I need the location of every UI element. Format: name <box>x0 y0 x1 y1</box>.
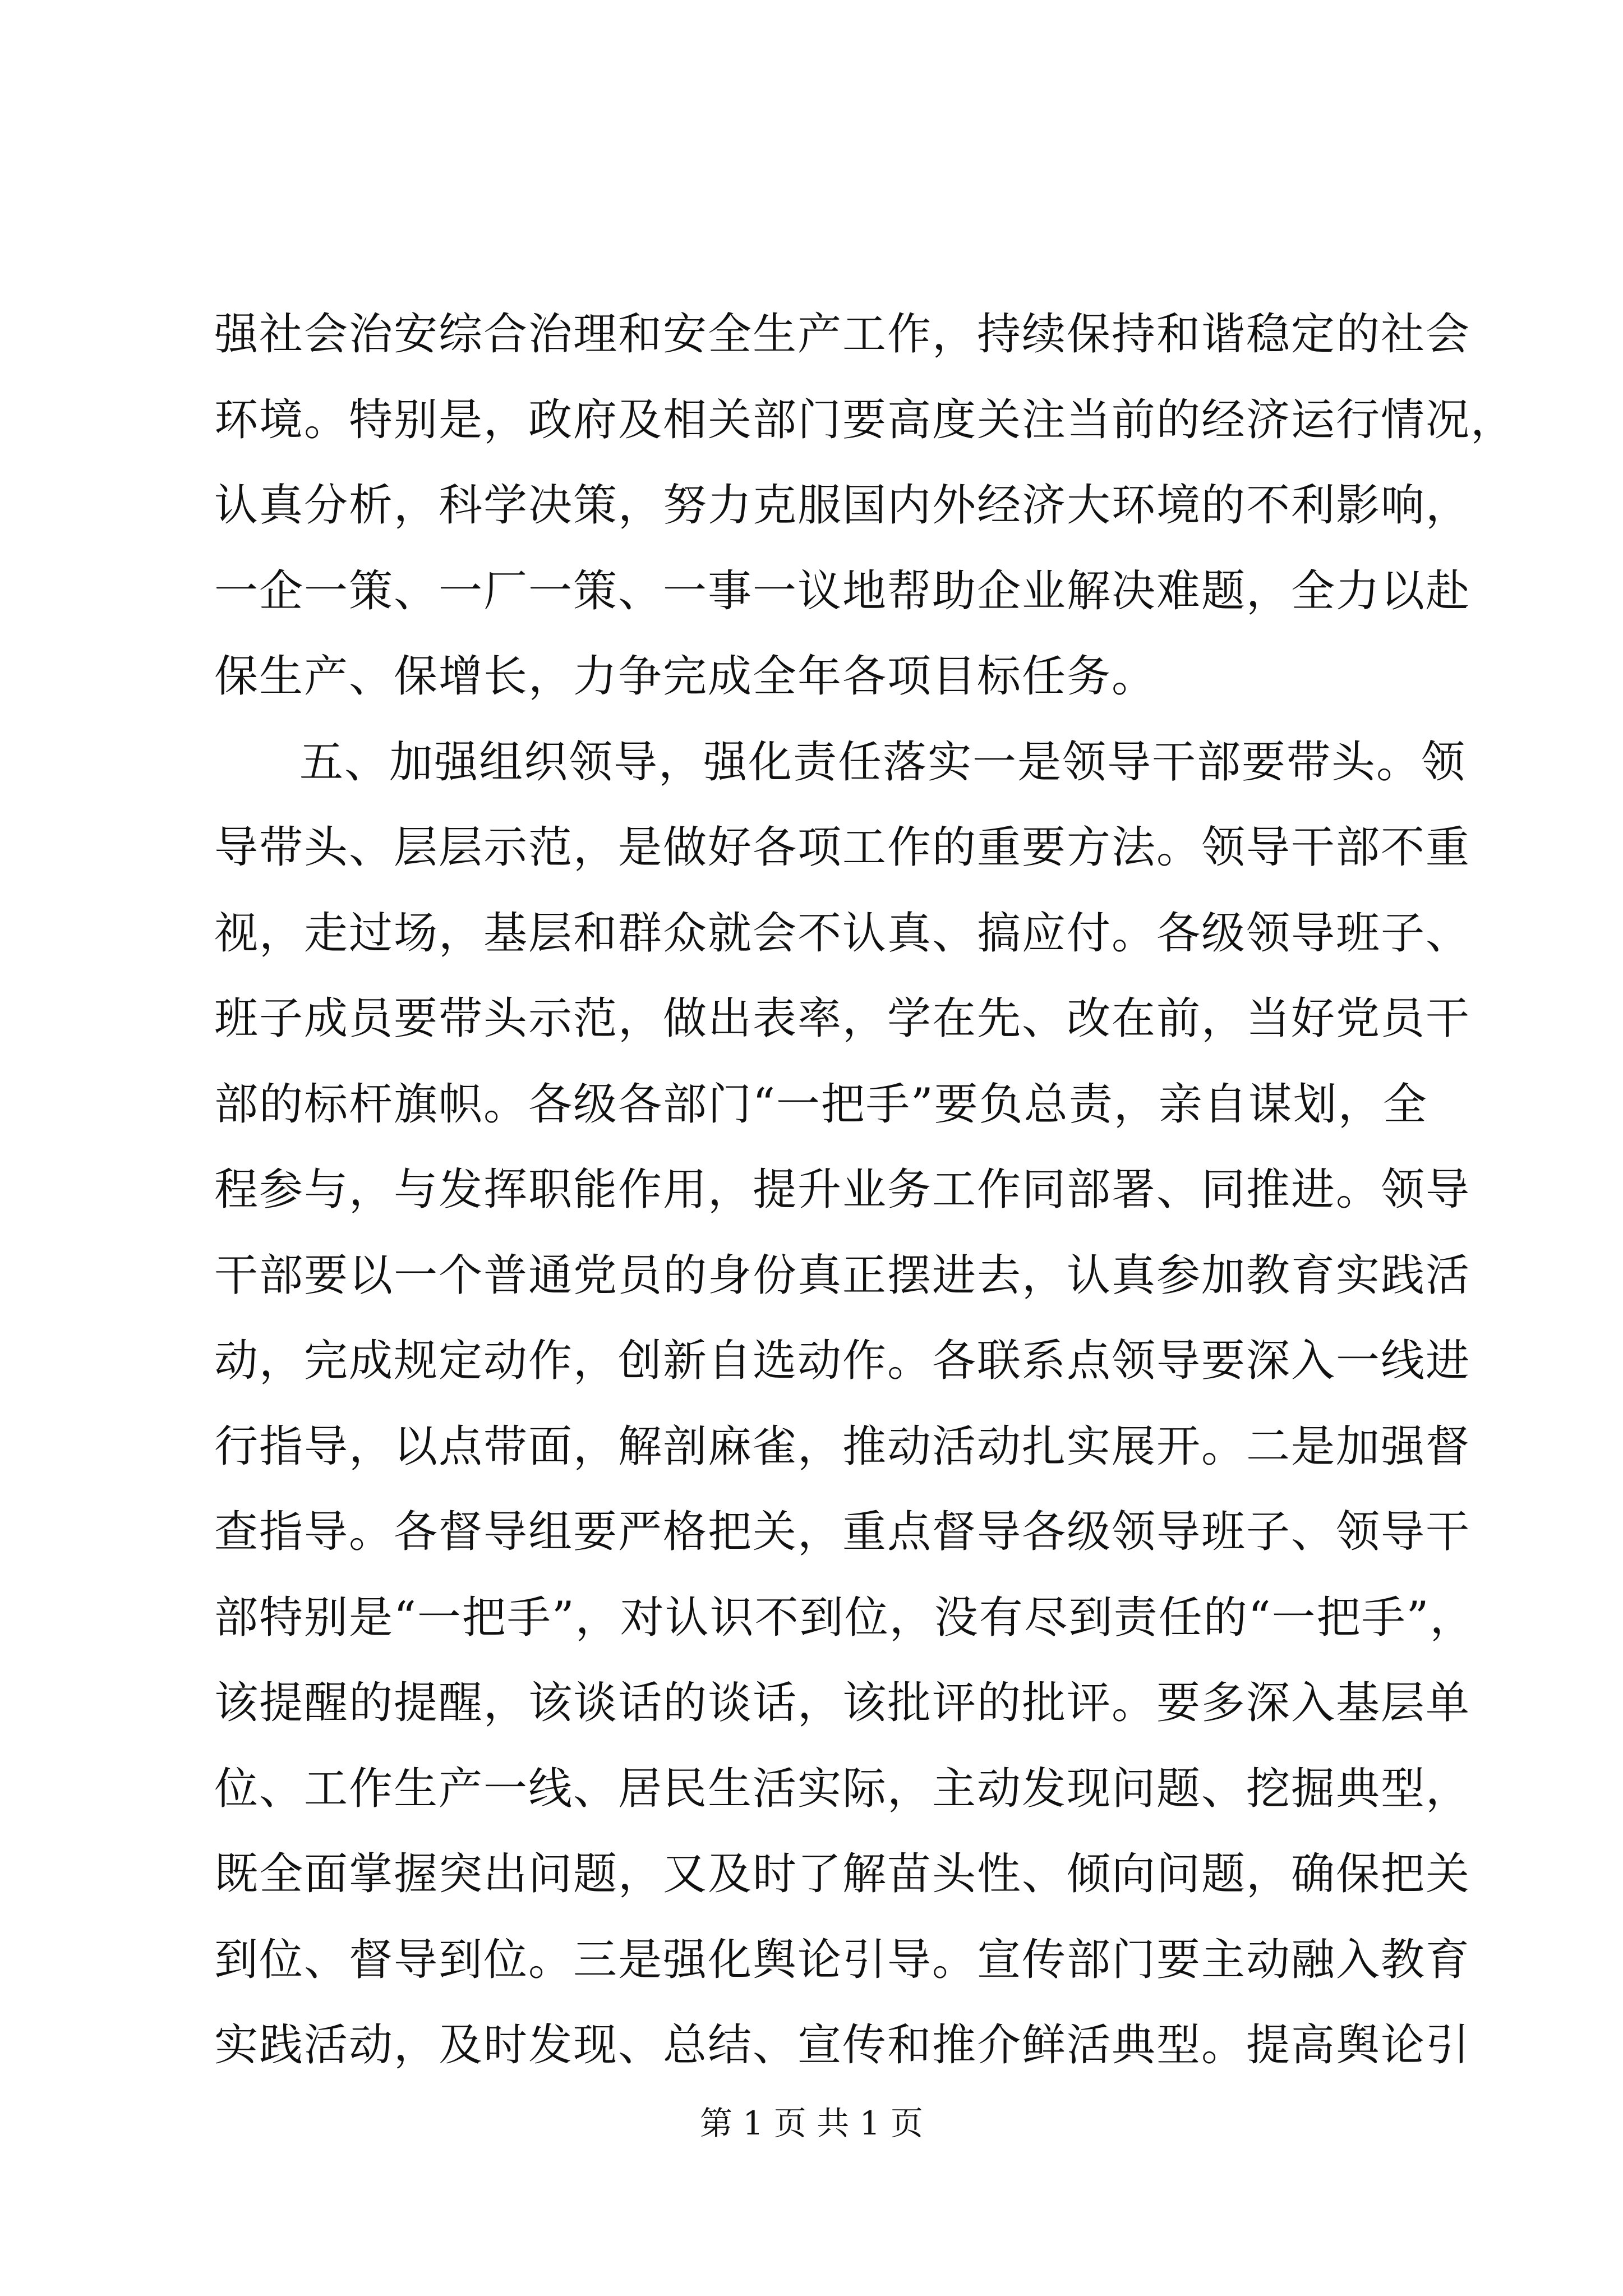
text-line: 查指导。各督导组要严格把关，重点督导各级领导班子、领导干 <box>214 1507 1471 1557</box>
text-line: 动，完成规定动作，创新自选动作。各联系点领导要深入一线进 <box>214 1336 1471 1386</box>
text-line: 干部要以一个普通党员的身份真正摆进去，认真参加教育实践活 <box>214 1250 1471 1301</box>
text-line: 环境。特别是，政府及相关部门要高度关注当前的经济运行情况， <box>214 394 1516 445</box>
text-line: 行指导，以点带面，解剖麻雀，推动活动扎实展开。二是加强督 <box>214 1421 1471 1472</box>
section-heading-line: 五、加强组织领导，强化责任落实一是领导干部要带头。领 <box>299 737 1467 788</box>
text-line: 既全面掌握突出问题，又及时了解苗头性、倾向问题，确保把关 <box>214 1849 1471 1899</box>
text-line: 视，走过场，基层和群众就会不认真、搞应付。各级领导班子、 <box>214 908 1471 959</box>
text-line: 强社会治安综合治理和安全生产工作，持续保持和谐稳定的社会 <box>214 309 1471 360</box>
text-line: 部特别是“一把手”，对认识不到位，没有尽到责任的“一把手”， <box>214 1592 1475 1643</box>
text-line: 程参与，与发挥职能作用，提升业务工作同部署、同推进。领导 <box>214 1165 1471 1215</box>
text-line: 该提醒的提醒，该谈话的谈话，该批评的批评。要多深入基层单 <box>214 1678 1471 1728</box>
text-line: 位、工作生产一线、居民生活实际，主动发现问题、挖掘典型， <box>214 1763 1471 1814</box>
text-line: 实践活动，及时发现、总结、宣传和推介鲜活典型。提高舆论引 <box>214 2020 1471 2070</box>
text-line: 到位、督导到位。三是强化舆论引导。宣传部门要主动融入教育 <box>214 1934 1471 1985</box>
text-line: 部的标杆旗帜。各级各部门“一把手”要负总责，亲自谋划，全 <box>214 1079 1428 1130</box>
text-line: 班子成员要带头示范，做出表率，学在先、改在前，当好党员干 <box>214 993 1471 1044</box>
text-line: 导带头、层层示范，是做好各项工作的重要方法。领导干部不重 <box>214 822 1471 873</box>
document-body <box>214 292 1516 2088</box>
text-line: 认真分析，科学决策，努力克服国内外经济大环境的不利影响， <box>214 480 1471 531</box>
text-line: 保生产、保增长，力争完成全年各项目标任务。 <box>214 651 1157 702</box>
text-line: 一企一策、一厂一策、一事一议地帮助企业解决难题，全力以赴 <box>214 565 1471 616</box>
page-number-footer: 第 1 页 共 1 页 <box>700 2104 923 2142</box>
